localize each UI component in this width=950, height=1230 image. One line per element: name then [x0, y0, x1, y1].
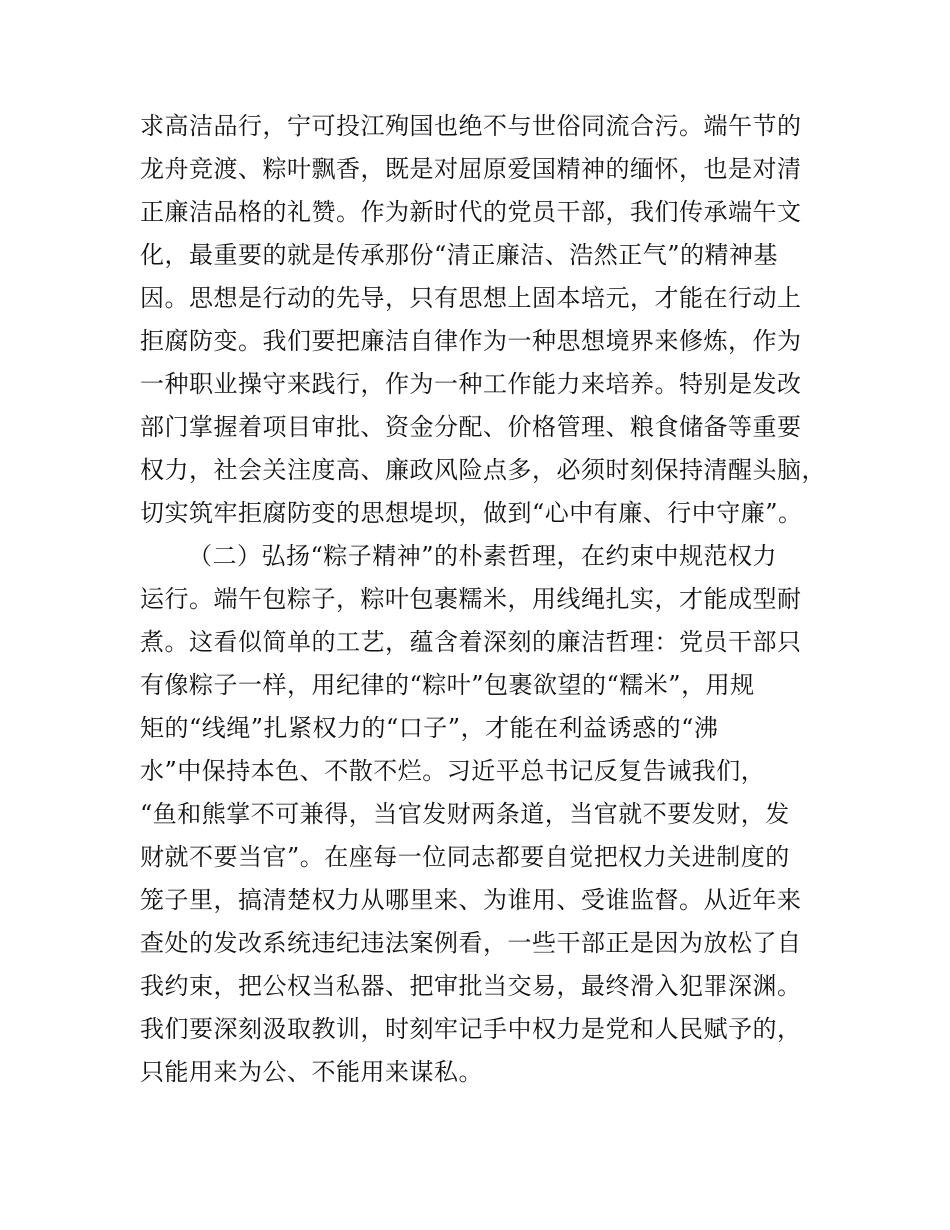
paragraph-line: 切实筑牢拒腐防变的思想堤坝，做到“心中有廉、行中守廉”。 — [140, 499, 803, 527]
paragraph-line: 权力，社会关注度高、廉政风险点多，必须时刻保持清醒头脑， — [140, 456, 826, 484]
paragraph-line: 我们要深刻汲取教训，时刻牢记手中权力是党和人民赋予的， — [140, 1015, 802, 1043]
paragraph-line: 龙舟竞渡、粽叶飘香，既是对屈原爱国精神的缅怀，也是对清 — [140, 155, 802, 183]
paragraph-1 — [140, 105, 840, 535]
paragraph-line: 笼子里，搞清楚权力从哪里来、为谁用、受谁监督。从近年来 — [140, 886, 802, 914]
paragraph-line: 化，最重要的就是传承那份“清正廉洁、浩然正气”的精神基 — [140, 241, 779, 269]
paragraph-line: 查处的发改系统违纪违法案例看，一些干部正是因为放松了自 — [140, 929, 802, 957]
paragraph-line: 只能用来为公、不能用来谋私。 — [140, 1058, 483, 1086]
section-heading-line: （二）弘扬“粽子精神”的朴素哲理，在约束中规范权力 — [188, 542, 778, 570]
paragraph-2 — [140, 535, 840, 1094]
paragraph-line: 正廉洁品格的礼赞。作为新时代的党员干部，我们传承端午文 — [140, 198, 802, 226]
paragraph-line: 求高洁品行，宁可投江殉国也绝不与世俗同流合污。端午节的 — [140, 112, 802, 140]
paragraph-line: 拒腐防变。我们要把廉洁自律作为一种思想境界来修炼，作为 — [140, 327, 802, 355]
paragraph-line: 财就不要当官”。在座每一位同志都要自觉把权力关进制度的 — [140, 843, 790, 871]
document-body — [140, 105, 840, 1094]
paragraph-line: 一种职业操守来践行，作为一种工作能力来培养。特别是发改 — [140, 370, 802, 398]
paragraph-line: 矩的“线绳”扎紧权力的“口子”，才能在利益诱惑的“沸 — [140, 714, 719, 742]
paragraph-line: 部门掌握着项目审批、资金分配、价格管理、粮食储备等重要 — [140, 413, 802, 441]
paragraph-line: 水”中保持本色、不散不烂。习近平总书记反复告诫我们， — [140, 757, 766, 785]
paragraph-line: 我约束，把公权当私器、把审批当交易，最终滑入犯罪深渊。 — [140, 972, 802, 1000]
paragraph-line: 因。思想是行动的先导，只有思想上固本培元，才能在行动上 — [140, 284, 802, 312]
paragraph-line: 有像粽子一样，用纪律的“粽叶”包裹欲望的“糯米”，用规 — [140, 671, 755, 699]
paragraph-line: 运行。端午包粽子，粽叶包裹糯米，用线绳扎实，才能成型耐 — [140, 585, 802, 613]
paragraph-line: “鱼和熊掌不可兼得，当官发财两条道，当官就不要发财，发 — [140, 800, 790, 828]
paragraph-line: 煮。这看似简单的工艺，蕴含着深刻的廉洁哲理：党员干部只 — [140, 628, 802, 656]
